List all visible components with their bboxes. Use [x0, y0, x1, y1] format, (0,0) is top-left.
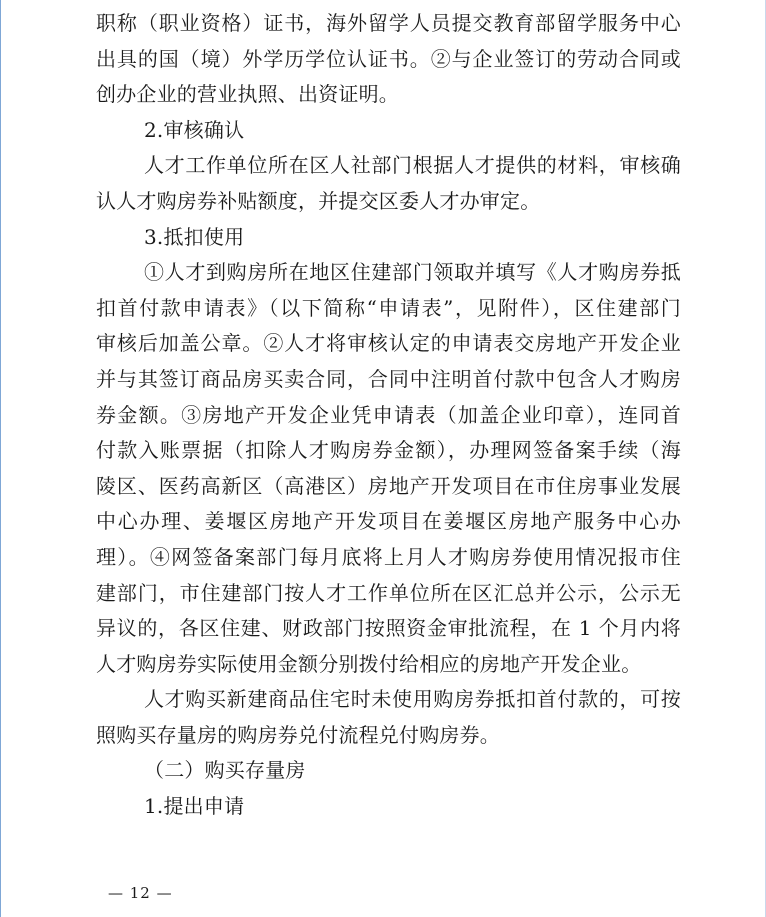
text-line: 中心办理、姜堰区房地产开发项目在姜堰区房地产服务中心办 — [96, 509, 681, 534]
section-heading: 1.提出申请 — [144, 794, 245, 819]
text-line: 人才购房券实际使用金额分别拨付给相应的房地产开发企业。 — [96, 651, 642, 676]
text-line: 券金额。③房地产开发企业凭申请表（加盖企业印章），连同首 — [96, 402, 681, 427]
text-line: 并与其签订商品房买卖合同，合同中注明首付款中包含人才购房 — [96, 366, 681, 391]
text-line: ①人才到购房所在地区住建部门领取并填写《人才购房券抵 — [144, 260, 681, 285]
page-left-border — [0, 0, 1, 917]
text-line: 付款入账票据（扣除人才购房券金额），办理网签备案手续（海 — [96, 438, 681, 463]
body-text — [96, 6, 681, 825]
section-heading: 2.审核确认 — [144, 117, 245, 142]
text-line: 人才购买新建商品住宅时未使用购房券抵扣首付款的，可按 — [144, 687, 681, 712]
page-number: — 12 — — [108, 884, 173, 902]
text-line: 职称（职业资格）证书，海外留学人员提交教育部留学服务中心 — [96, 11, 681, 35]
text-line: 人才工作单位所在区人社部门根据人才提供的材料，审核确 — [144, 153, 681, 178]
text-line: 陵区、医药高新区（高港区）房地产开发项目在市住房事业发展 — [96, 473, 681, 498]
section-heading: 3.抵扣使用 — [144, 224, 245, 249]
text-line: 出具的国（境）外学历学位认证书。②与企业签订的劳动合同或 — [96, 46, 681, 71]
text-line: 异议的，各区住建、财政部门按照资金审批流程，在 1 个月内将 — [96, 616, 681, 641]
text-line: 认人才购房券补贴额度，并提交区委人才办审定。 — [96, 188, 541, 213]
section-heading: （二）购买存量房 — [144, 758, 306, 783]
text-line: 照购买存量房的购房券兑付流程兑付购房券。 — [96, 722, 500, 747]
text-line: 建部门，市住建部门按人才工作单位所在区汇总并公示，公示无 — [96, 580, 681, 605]
text-line: 创办企业的营业执照、出资证明。 — [96, 82, 399, 107]
text-line: 扣首付款申请表》（以下简称“申请表”，见附件），区住建部门 — [96, 295, 681, 320]
text-line: 审核后加盖公章。②人才将审核认定的申请表交房地产开发企业 — [96, 331, 681, 356]
text-line: 理）。④网签备案部门每月底将上月人才购房券使用情况报市住 — [96, 544, 681, 569]
